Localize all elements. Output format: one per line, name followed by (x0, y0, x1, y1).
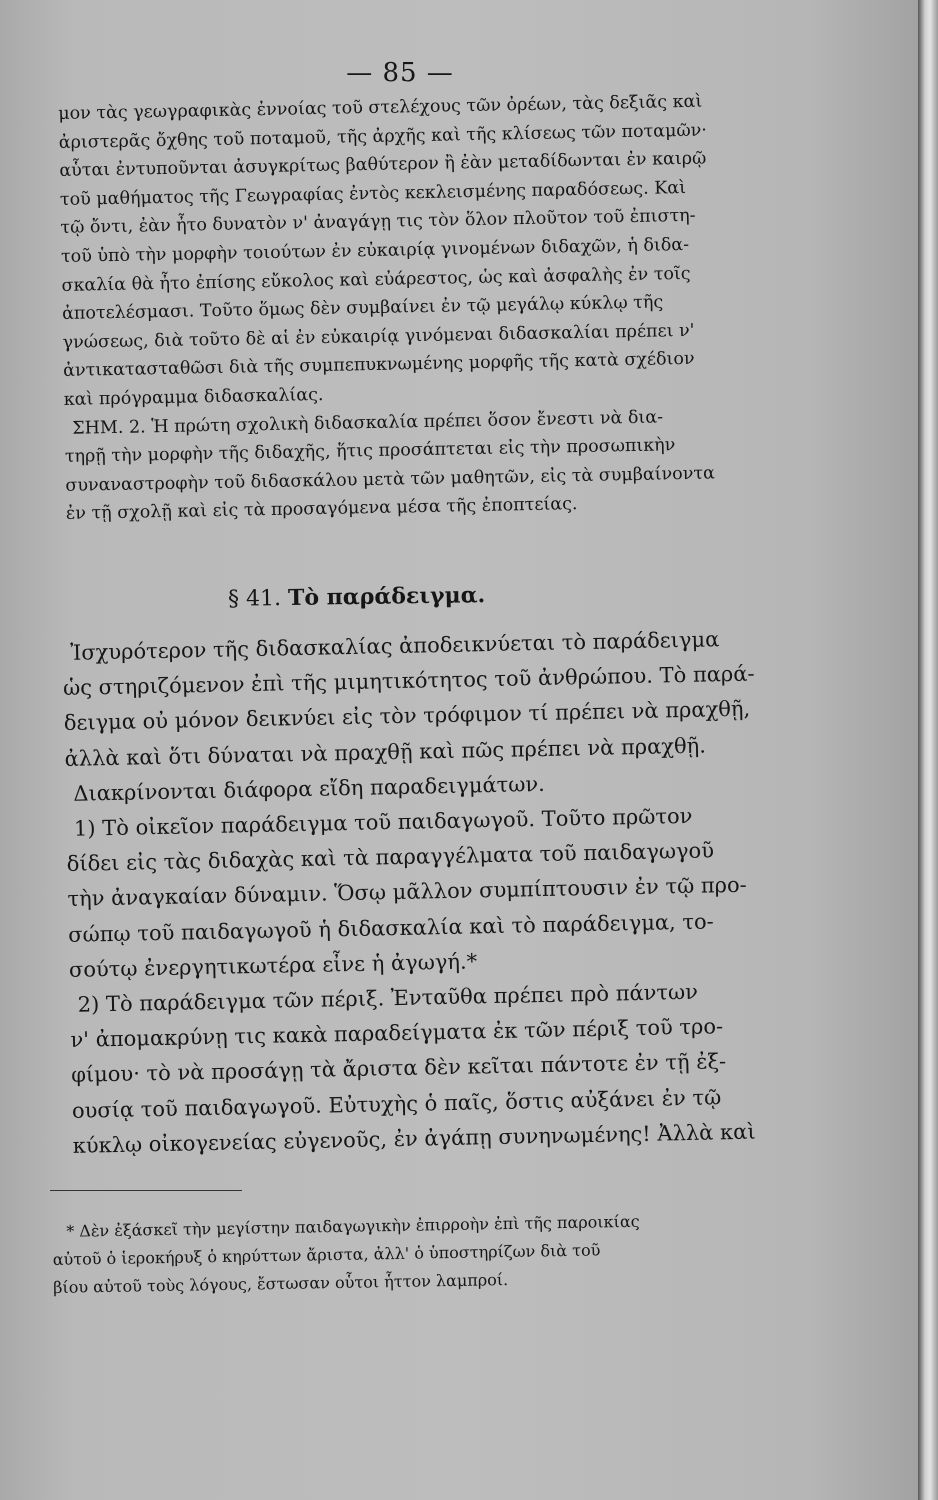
text-line: μον τὰς γεωγραφικὰς ἐννοίας τοῦ στελέχους τῶν ὀρέων, τὰς δεξιᾶς καὶ (58, 91, 703, 124)
page-number: — 85 — (346, 58, 454, 88)
text-line: τοῦ ὑπὸ τὴν μορφὴν τοιούτων ἐν εὐκαιρίᾳ γινομένων διδαχῶν, ἡ διδα- (60, 234, 690, 267)
text-line: ν' ἀπομακρύνῃ τις κακὰ παραδείγματα ἐκ τῶν πέριξ τοῦ τρο- (70, 1014, 724, 1053)
footnote-line: βίου αὐτοῦ τοὺς λόγους, ἔστωσαν οὗτοι ἧττον λαμπροί. (53, 1270, 509, 1297)
text-line: ἀντικατασταθῶσι διὰ τῆς συμπεπυκνωμένης μορφῆς τῆς κατὰ σχέδιον (63, 349, 695, 382)
section-body (62, 622, 756, 1164)
note-line: ἐν τῇ σχολῇ καὶ εἰς τὰ προσαγόμενα μέσα τῆς ἐποπτείας. (65, 494, 578, 525)
text-line: δειγμα οὐ μόνον δεικνύει εἰς τὸν τρόφιμον τί πρέπει νὰ πραχθῇ, (63, 697, 751, 736)
text-line: δίδει εἰς τὰς διδαχὰς καὶ τὰ παραγγέλματα τοῦ παιδαγωγοῦ (66, 838, 715, 877)
text-line: σούτῳ ἐνεργητικωτέρα εἶνε ἡ ἀγωγή.* (68, 949, 478, 982)
text-line: σώπῳ τοῦ παιδαγωγοῦ ἡ διδασκαλία καὶ τὸ παράδειγμα, το- (68, 909, 714, 947)
text-line: 1) Τὸ οἰκεῖον παράδειγμα τοῦ παιδαγωγοῦ. Τοῦτο πρῶτον (73, 803, 693, 841)
text-line: καὶ πρόγραμμα διδασκαλίας. (63, 384, 324, 410)
footnote-line: αὐτοῦ ὁ ἱεροκήρυξ ὁ κηρύττων ἄριστα, ἀλλ' ὁ ὑποστηρίζων διὰ τοῦ (52, 1240, 601, 1269)
paragraph-continued (58, 87, 746, 529)
text-line: ἀποτελέσμασι. Τοῦτο ὅμως δὲν συμβαίνει ἐν τῷ μεγάλῳ κύκλῳ τῆς (61, 292, 664, 325)
text-line: ουσίᾳ τοῦ παιδαγωγοῦ. Εὐτυχὴς ὁ παῖς, ὅστις αὐξάνει ἐν τῷ (71, 1084, 722, 1123)
note-line: συναναστροφὴν τοῦ διδασκάλου μετὰ τῶν μαθητῶν, εἰς τὰ συμβαίνοντα (65, 463, 716, 496)
text-line: ἀλλὰ καὶ ὅτι δύναται νὰ πραχθῇ καὶ πῶς πρέπει νὰ πραχθῇ. (64, 733, 707, 771)
text-line: ὡς στηριζόμενον ἐπὶ τῆς μιμητικότητος τοῦ ἀνθρώπου. Τὸ παρά- (62, 661, 755, 701)
text-line: τὴν ἀναγκαίαν δύναμιν. Ὅσῳ μᾶλλον συμπίπτουσιν ἐν τῷ προ- (67, 873, 748, 912)
footnote-divider (50, 1190, 242, 1191)
note-line: ΣΗΜ. 2. Ἡ πρώτη σχολικὴ διδασκαλία πρέπει ὅσον ἔνεστι νὰ δια- (72, 406, 664, 439)
text-line: τῷ ὄντι, ἐὰν ἦτο δυνατὸν ν' ἀναγάγῃ τις τὸν ὅλον πλοῦτον τοῦ ἐπιστη- (60, 206, 696, 239)
note-line: τηρῇ τὴν μορφὴν τῆς διδαχῆς, ἥτις προσάπτεται εἰς τὴν προσωπικὴν (64, 435, 676, 468)
footnote (52, 1206, 743, 1302)
page-edge (918, 0, 938, 1500)
text-line: αὗται ἐντυποῦνται ἀσυγκρίτως βαθύτερον ἢ ἐὰν μεταδίδωνται ἐν καιρῷ (59, 148, 707, 182)
text-line: τοῦ μαθήματος τῆς Γεωγραφίας ἐντὸς κεκλεισμένης παραδόσεως. Καὶ (59, 177, 687, 210)
text-line: ἀριστερᾶς ὄχθης τοῦ ποταμοῦ, τῆς ἀρχῆς καὶ τῆς κλίσεως τῶν ποταμῶν· (58, 120, 708, 153)
text-line: 2) Τὸ παράδειγμα τῶν πέριξ. Ἐνταῦθα πρέπει πρὸ πάντων (77, 979, 699, 1017)
section-heading (228, 582, 486, 612)
text-line: κύκλῳ οἰκογενείας εὐγενοῦς, ἐν ἀγάπῃ συνηνωμένης! Ἀλλὰ καὶ (72, 1119, 756, 1158)
text-line: Ἰσχυρότερον τῆς διδασκαλίας ἀποδεικνύεται τὸ παράδειγμα (70, 627, 720, 665)
section-title: Τὸ παράδειγμα. (287, 582, 486, 611)
text-line: φίμου· τὸ νὰ προσάγῃ τὰ ἄριστα δὲν κεῖται πάντοτε ἐν τῇ ἐξ- (70, 1049, 727, 1088)
text-line: γνώσεως, διὰ τοῦτο δὲ αἱ ἐν εὐκαιρίᾳ γινόμεναι διδασκαλίαι πρέπει ν' (62, 320, 695, 353)
text-line: σκαλία θὰ ἦτο ἐπίσης εὔκολος καὶ εὐάρεστος, ὡς καὶ ἀσφαλὴς ἐν τοῖς (61, 263, 691, 296)
footnote-line: * Δὲν ἐξάσκεῖ τὴν μεγίστην παιδαγωγικὴν ἐπιρροὴν ἐπὶ τῆς παροικίας (66, 1211, 640, 1241)
section-number: § 41. (227, 586, 282, 612)
text-line: Διακρίνονται διάφορα εἴδη παραδειγμάτων. (73, 771, 546, 806)
